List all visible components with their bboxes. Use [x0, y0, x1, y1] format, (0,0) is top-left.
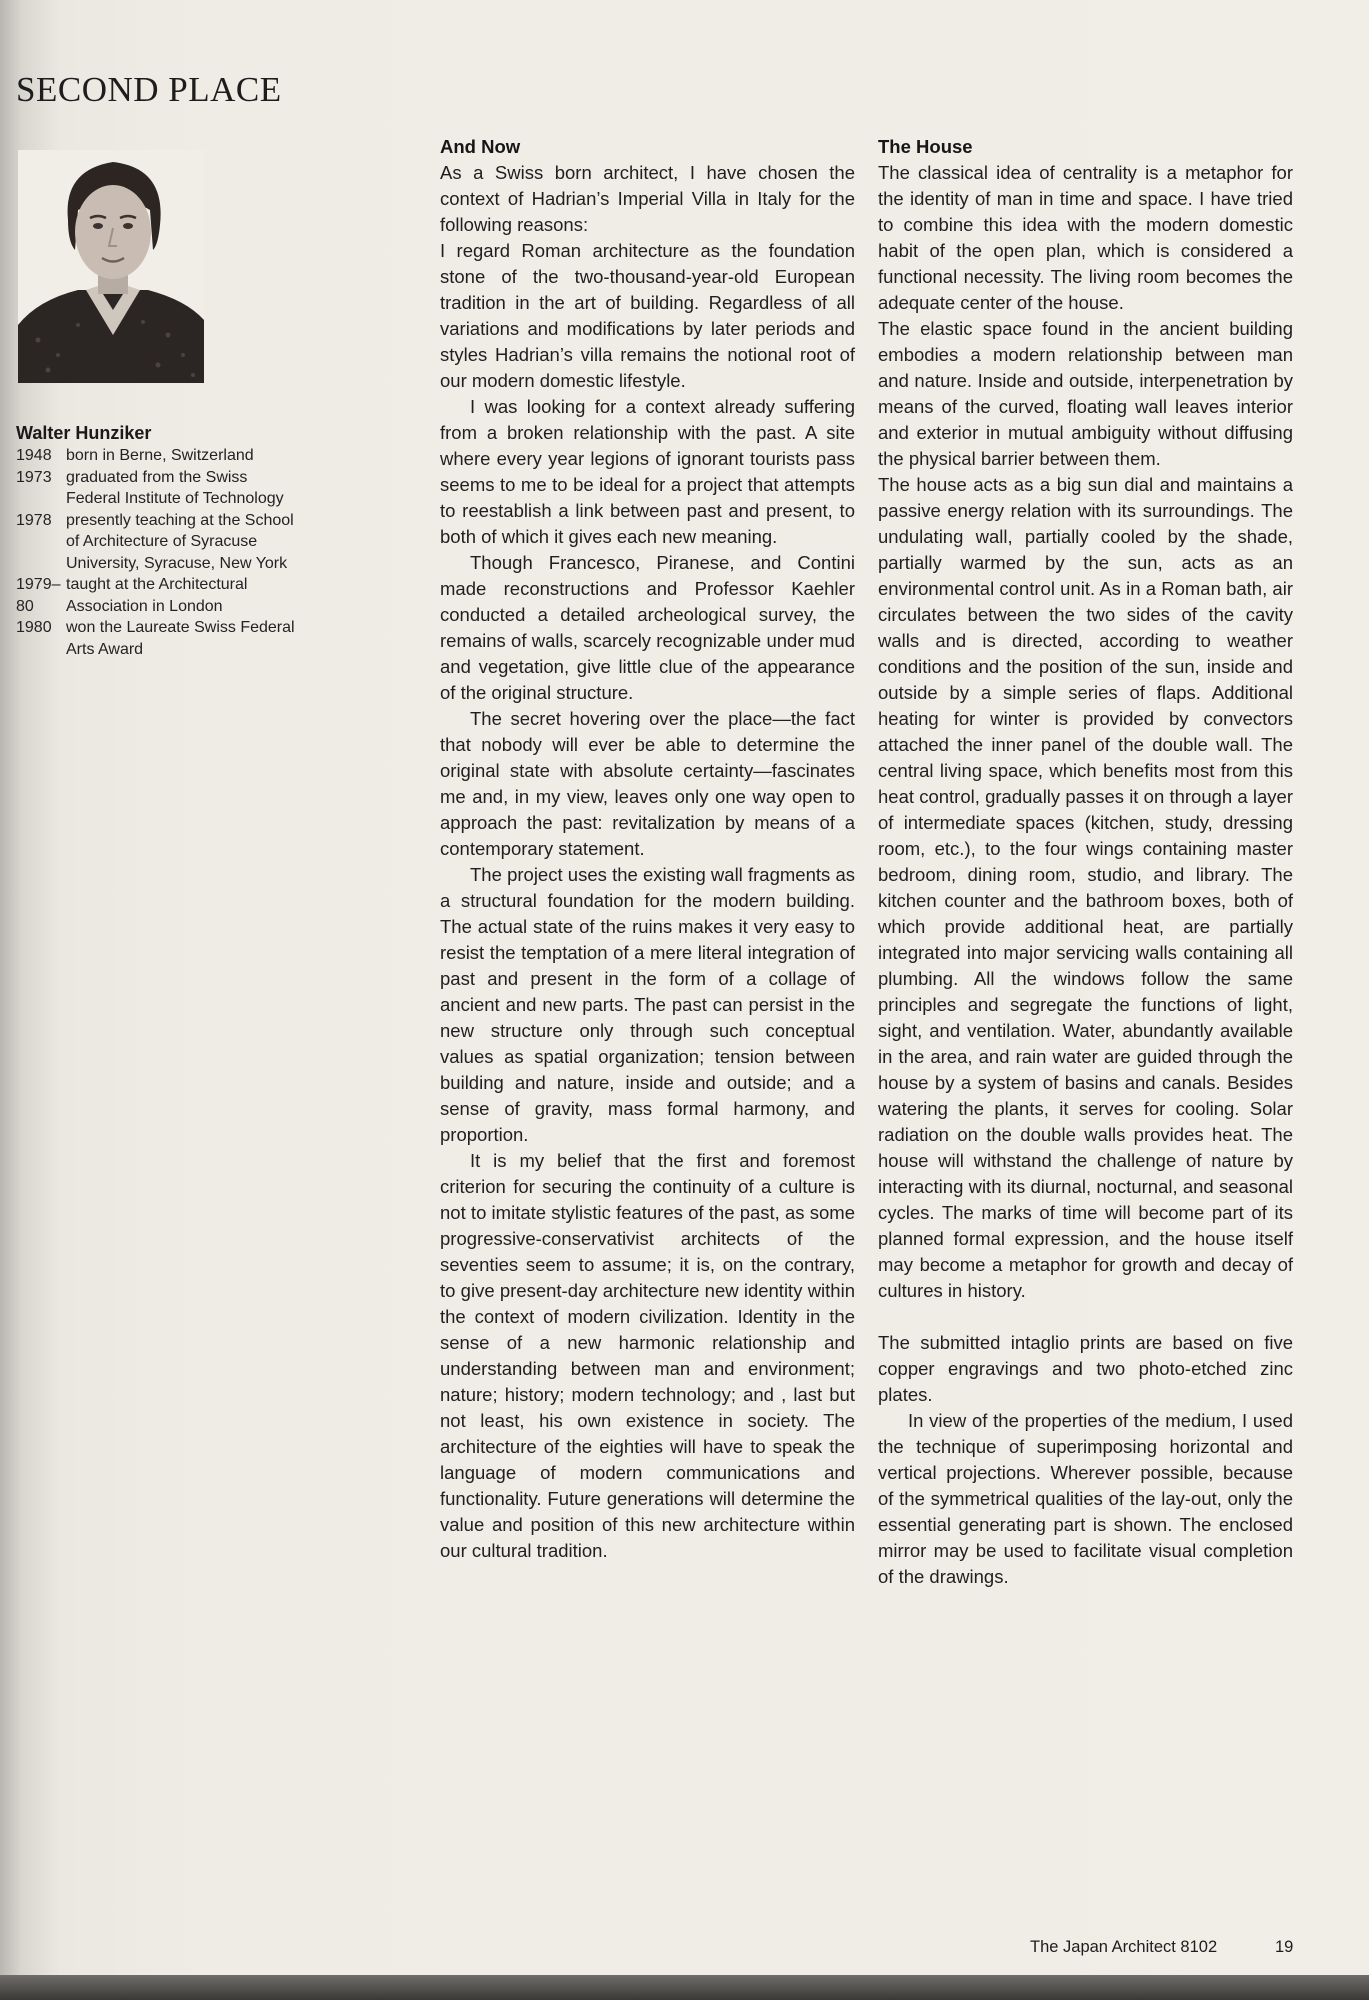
essay-paragraph: The secret hovering over the place—the fact that nobody will ever be able to determine the original state with absolute certainty—fascinates me and, in my view, leaves only one way open to approach the past: revitalization by means of a contemporary statement. [440, 708, 855, 859]
section-title: SECOND PLACE [16, 70, 282, 109]
essay-paragraph: I was looking for a context already suffering from a broken relationship with the past. A site where every year legions of ignorant tourists pass seems to me to be ideal for a project that attempts to reestablish a link between past and present, to both of which it gives each new meaning. [440, 396, 855, 547]
bio-year: 1978 [16, 511, 52, 529]
essay-house-column [878, 134, 1293, 1590]
bio-text: graduated from the Swiss Federal Institute of Technology [66, 468, 284, 507]
footer-journal-title: The Japan Architect 8102 [1030, 1938, 1218, 1956]
essay-paragraph: The submitted intaglio prints are based on five copper engravings and two photo-etched zinc plates. [878, 1332, 1293, 1405]
bio-year: 1980 [16, 619, 52, 636]
bio-entry [16, 510, 306, 575]
essay-paragraph: The classical idea of centrality is a metaphor for the identity of man in time and space. I have tried to combine this idea with the modern domestic habit of the open plan, which is considered a functional necessity. The living room becomes the adequate center of the house. [878, 162, 1293, 313]
bio-entry [16, 467, 306, 510]
essay-paragraph: I regard Roman architecture as the foundation stone of the two-thousand-year-old European tradition in the art of building. Regardless of all variations and modifications by later periods and styles Hadrian’s villa remains the notional root of our modern domestic lifestyle. [440, 240, 855, 391]
bio-text: born in Berne, Switzerland [66, 447, 254, 464]
footer-page-number: 19 [1275, 1938, 1294, 1956]
page-bottom-edge [0, 1975, 1369, 2000]
bio-text: won the Laureate Swiss Federal Arts Award [66, 619, 295, 658]
bio-text: taught at the Architectural Association in London [66, 576, 248, 615]
bio-text: presently teaching at the School of Architecture of Syracuse University, Syracuse, New York [66, 511, 294, 572]
essay-paragraph: The house acts as a big sun dial and maintains a passive energy relation with its surroundings. The undulating wall, partially cooled by the shade, partially warmed by the sun, acts as an environmental control unit. As in a Roman bath, air circulates between the two sides of the cavity walls and is directed, according to weather conditions and the position of the sun, inside and outside by a simple series of flaps. Additional heating for winter is provided by convectors attached the inner panel of the double wall. The central living space, which benefits most from this heat control, gradually passes it on through a layer of intermediate spaces (kitchen, study, dressing room, etc.), to the four wings containing master bedroom, dining room, studio, and library. The kitchen counter and the bathroom boxes, both of which provide additional heat, are partially integrated into major servicing walls containing all plumbing. All the windows follow the same principles and segregate the functions of light, sight, and ventilation. Water, abundantly available in the area, and rain water are guided through the house by a system of basins and canals. Besides watering the plants, it serves for cooling. Solar radiation on the double walls provides heat. The house will withstand the challenge of nature by interacting with its diurnal, nocturnal, and seasonal cycles. The marks of time will become part of its planned formal expression, and the house itself may become a metaphor for growth and decay of cultures in history. [878, 474, 1293, 1301]
essay-house-heading: The House [878, 136, 973, 157]
essay-paragraph: In view of the properties of the medium, I used the technique of superimposing horizontal and vertical projections. Wherever possible, because of the symmetrical qualities of the lay-out, only the essential generating part is shown. The enclosed mirror may be used to facilitate visual completion of the drawings. [878, 1410, 1293, 1587]
architect-portrait-photo [18, 150, 204, 383]
essay-and-now-heading: And Now [440, 136, 521, 157]
bio-entry [16, 445, 306, 467]
bio-timeline [16, 445, 306, 660]
essay-paragraph: Though Francesco, Piranese, and Contini made reconstructions and Professor Kaehler conducted a detailed archeological survey, the remains of walls, scarcely recognizable under mud and vegetation, give little clue of the appearance of the original structure. [440, 552, 855, 703]
bio-entry [16, 617, 306, 660]
essay-paragraph: The project uses the existing wall fragments as a structural foundation for the modern building. The actual state of the ruins makes it very easy to resist the temptation of a mere literal integration of past and present in the form of a collage of ancient and new parts. The past can persist in the new structure only through such conceptual values as spatial organization; tension between building and nature, inside and outside; and a sense of gravity, mass formal harmony, and proportion. [440, 864, 855, 1145]
bio-year: 1948 [16, 447, 52, 464]
essay-paragraph: The elastic space found in the ancient building embodies a modern relationship between man and nature. Inside and outside, interpenetration by means of the curved, floating wall leaves interior and exterior in mutual ambiguity without diffusing the physical barrier between them. [878, 318, 1293, 469]
bio-year: 1979–80 [16, 576, 61, 615]
architect-name: Walter Hunziker [16, 423, 152, 443]
bio-year: 1973 [16, 468, 52, 486]
bio-entry [16, 574, 306, 617]
essay-paragraph: As a Swiss born architect, I have chosen the context of Hadrian’s Imperial Villa in Italy for the following reasons: [440, 162, 855, 235]
essay-and-now-column [440, 134, 855, 1564]
essay-paragraph: It is my belief that the first and foremost criterion for securing the continuity of a culture is not to imitate stylistic features of the past, as some progressive-conservativist architects of the seventies seem to assume; it is, on the contrary, to give present-day architecture new identity within the context of modern civilization. Identity in the sense of a new harmonic relationship and understanding between man and environment; nature; history; modern technology; and , last but not least, his own existence in society. The architecture of the eighties will have to speak the language of modern communications and functionality. Future generations will determine the value and position of this new architecture within our cultural tradition. [440, 1150, 855, 1561]
